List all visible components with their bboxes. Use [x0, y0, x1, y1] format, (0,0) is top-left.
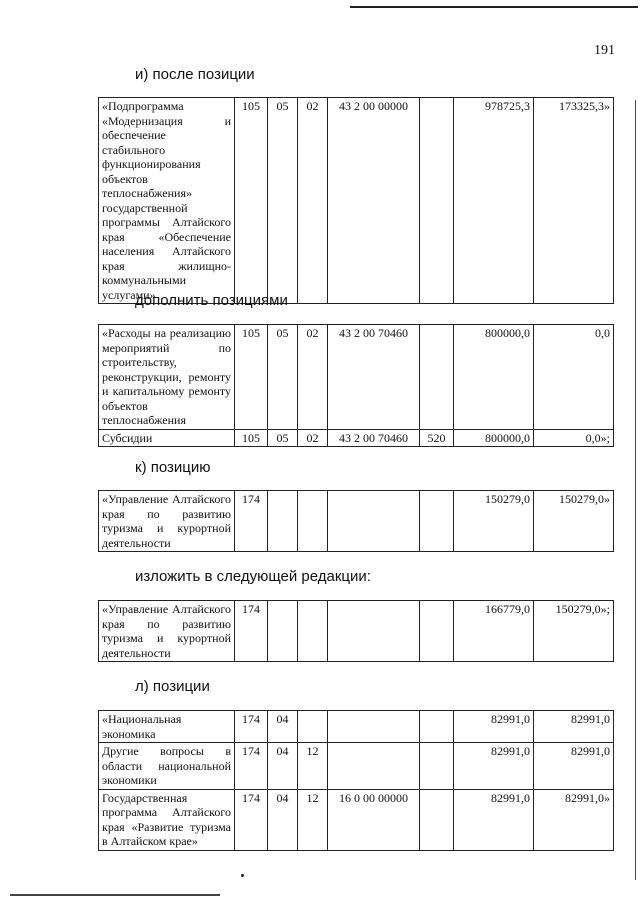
- cell-amount-1: 166779,0: [454, 601, 534, 662]
- cell-ministry-code: 174: [235, 743, 268, 790]
- cell-ministry-code: 174: [235, 601, 268, 662]
- cell-ministry-code: 105: [235, 429, 268, 447]
- cell-subsection: [298, 491, 328, 552]
- cell-section: [268, 491, 298, 552]
- heading-add-positions: дополнить позициями: [135, 292, 288, 309]
- cell-expense-type: [420, 743, 454, 790]
- table-row: [99, 743, 614, 790]
- table-row: [99, 711, 614, 743]
- cell-amount-2: 82991,0: [534, 711, 614, 743]
- cell-amount-2: 0,0: [534, 325, 614, 430]
- table-positions-l: [98, 710, 614, 851]
- cell-expense-type: 520: [420, 429, 454, 447]
- table-row: [99, 601, 614, 662]
- cell-amount-2: 0,0»;: [534, 429, 614, 447]
- cell-target-article: 16 0 00 00000: [328, 789, 420, 850]
- cell-subsection: 02: [298, 98, 328, 304]
- table-position-old: [98, 490, 614, 552]
- cell-target-article: 43 2 00 00000: [328, 98, 420, 304]
- cell-target-article: [328, 743, 420, 790]
- cell-target-article: [328, 711, 420, 743]
- cell-name: «Подпрограмма «Модернизация и обеспечение стабильного функционирования объектов теплоснабжения» государственной программы Алтайского края «Обеспечение населения Алтайского края жилищно-коммунальными услугами»: [99, 98, 235, 304]
- table-row: [99, 325, 614, 430]
- cell-section: 05: [268, 98, 298, 304]
- cell-name: Субсидии: [99, 429, 235, 447]
- cell-amount-2: 82991,0: [534, 743, 614, 790]
- cell-section: 05: [268, 429, 298, 447]
- heading-position-k: к) позицию: [135, 459, 211, 476]
- cell-ministry-code: 174: [235, 491, 268, 552]
- table-row: [99, 98, 614, 304]
- cell-amount-2: 82991,0»: [534, 789, 614, 850]
- cell-subsection: 12: [298, 743, 328, 790]
- cell-expense-type: [420, 711, 454, 743]
- cell-amount-1: 82991,0: [454, 711, 534, 743]
- cell-section: 05: [268, 325, 298, 430]
- table-row: [99, 491, 614, 552]
- cell-ministry-code: 174: [235, 711, 268, 743]
- cell-amount-1: 800000,0: [454, 325, 534, 430]
- cell-amount-2: 173325,3»: [534, 98, 614, 304]
- cell-subsection: 12: [298, 789, 328, 850]
- cell-amount-2: 150279,0»;: [534, 601, 614, 662]
- cell-subsection: 02: [298, 325, 328, 430]
- cell-ministry-code: 105: [235, 325, 268, 430]
- table-after-position: [98, 97, 614, 304]
- scan-right-edge: [635, 100, 636, 880]
- table-row: [99, 429, 614, 447]
- cell-name: «Расходы на реализацию мероприятий по строительству, реконструкции, ремонту и капитальному ремонту объектов теплоснабжения: [99, 325, 235, 430]
- cell-expense-type: [420, 601, 454, 662]
- table-added-positions: [98, 324, 614, 447]
- cell-target-article: [328, 601, 420, 662]
- scan-top-line: [350, 6, 638, 8]
- cell-amount-1: 150279,0: [454, 491, 534, 552]
- cell-expense-type: [420, 789, 454, 850]
- cell-subsection: [298, 601, 328, 662]
- cell-target-article: 43 2 00 70460: [328, 325, 420, 430]
- cell-expense-type: [420, 325, 454, 430]
- page-number: 191: [594, 43, 615, 58]
- cell-amount-1: 978725,3: [454, 98, 534, 304]
- table-position-new: [98, 600, 614, 662]
- cell-subsection: 02: [298, 429, 328, 447]
- cell-amount-2: 150279,0»: [534, 491, 614, 552]
- cell-name: «Национальная экономика: [99, 711, 235, 743]
- cell-section: 04: [268, 711, 298, 743]
- heading-after-position: и) после позиции: [135, 66, 255, 83]
- cell-amount-1: 82991,0: [454, 789, 534, 850]
- cell-name: Другие вопросы в области национальной экономики: [99, 743, 235, 790]
- heading-new-edition: изложить в следующей редакции:: [135, 568, 371, 585]
- cell-target-article: [328, 491, 420, 552]
- heading-positions-l: л) позиции: [135, 678, 210, 695]
- scan-bottom-line: [10, 894, 220, 896]
- cell-ministry-code: 174: [235, 789, 268, 850]
- cell-expense-type: [420, 98, 454, 304]
- cell-section: 04: [268, 743, 298, 790]
- scan-dot-mark: [241, 874, 244, 877]
- cell-subsection: [298, 711, 328, 743]
- cell-name: Государственная программа Алтайского края «Развитие туризма в Алтайском крае»: [99, 789, 235, 850]
- cell-target-article: 43 2 00 70460: [328, 429, 420, 447]
- cell-section: 04: [268, 789, 298, 850]
- cell-expense-type: [420, 491, 454, 552]
- table-row: [99, 789, 614, 850]
- cell-section: [268, 601, 298, 662]
- cell-amount-1: 800000,0: [454, 429, 534, 447]
- cell-amount-1: 82991,0: [454, 743, 534, 790]
- cell-ministry-code: 105: [235, 98, 268, 304]
- cell-name: «Управление Алтайского края по развитию туризма и курортной деятельности: [99, 491, 235, 552]
- cell-name: «Управление Алтайского края по развитию туризма и курортной деятельности: [99, 601, 235, 662]
